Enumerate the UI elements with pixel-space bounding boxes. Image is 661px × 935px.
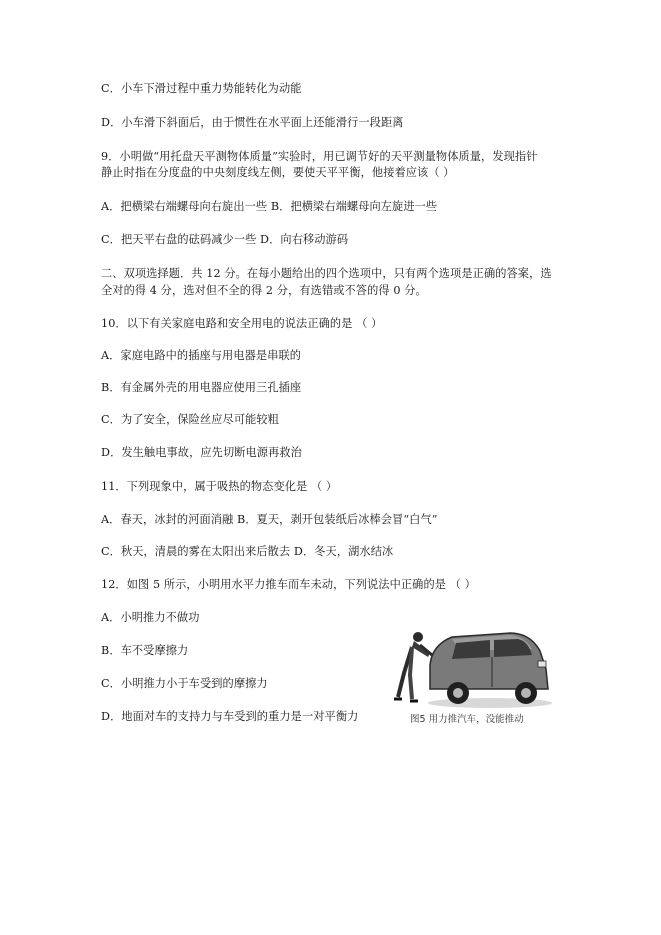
option-c-previous: C．小车下滑过程中重力势能转化为动能 (101, 82, 302, 95)
question-10-option-c: C．为了安全，保险丝应尽可能较粗 (101, 413, 279, 426)
question-10-option-a: A．家庭电路中的插座与用电器是串联的 (101, 349, 302, 362)
question-12-option-a: A．小明推力不做功 (101, 611, 200, 624)
question-11-options-cd: C．秋天，清晨的雾在太阳出来后散去 D．冬天，湖水结冰 (101, 545, 394, 558)
car-push-illustration (390, 625, 560, 711)
question-12-option-b: B．车不受摩擦力 (101, 644, 189, 657)
question-9-options-ab: A．把横梁右端螺母向右旋出一些 B．把横梁右端螺母向左旋进一些 (101, 200, 438, 213)
question-12-option-c: C．小明推力小于车受到的摩擦力 (101, 677, 268, 690)
option-d-previous: D．小车滑下斜面后，由于惯性在水平面上还能滑行一段距离 (101, 116, 404, 129)
question-9-options-cd: C．把天平右盘的砝码减少一些 D．向右移动游码 (101, 233, 349, 246)
question-11: 11．下列现象中，属于吸热的物态变化是 （ ） (101, 480, 338, 493)
figure-5 (390, 625, 560, 725)
section-2-heading-line-2: 全对的得 4 分，选对但不全的得 2 分，有选错或不答的得 0 分。 (101, 284, 427, 297)
question-9-line-2: 静止时指在分度盘的中央刻度线左侧，要使天平平衡，他接着应该（ ） (101, 166, 455, 179)
section-2-heading-line-1: 二、双项选择题．共 12 分。在每小题给出的四个选项中，只有两个选项是正确的答案，选 (101, 267, 552, 280)
question-12-option-d: D．地面对车的支持力与车受到的重力是一对平衡力 (101, 710, 359, 723)
question-9-line-1: 9．小明做“用托盘天平测物体质量”实验时，用已调节好的天平测量物体质量，发现指针 (101, 150, 538, 163)
figure-5-caption: 图5 用力推汽车，没能推动 (410, 714, 524, 725)
question-10-option-d: D．发生触电事故，应先切断电源再救治 (101, 446, 302, 459)
question-10-option-b: B．有金属外壳的用电器应使用三孔插座 (101, 381, 302, 394)
question-10: 10．以下有关家庭电路和安全用电的说法正确的是 （ ） (101, 317, 383, 330)
question-11-options-ab: A．春天，冰封的河面消融 B．夏天，剥开包装纸后冰棒会冒“白气” (101, 513, 438, 526)
question-12: 12．如图 5 所示，小明用水平力推车而车未动，下列说法中正确的是 （ ） (101, 578, 476, 591)
